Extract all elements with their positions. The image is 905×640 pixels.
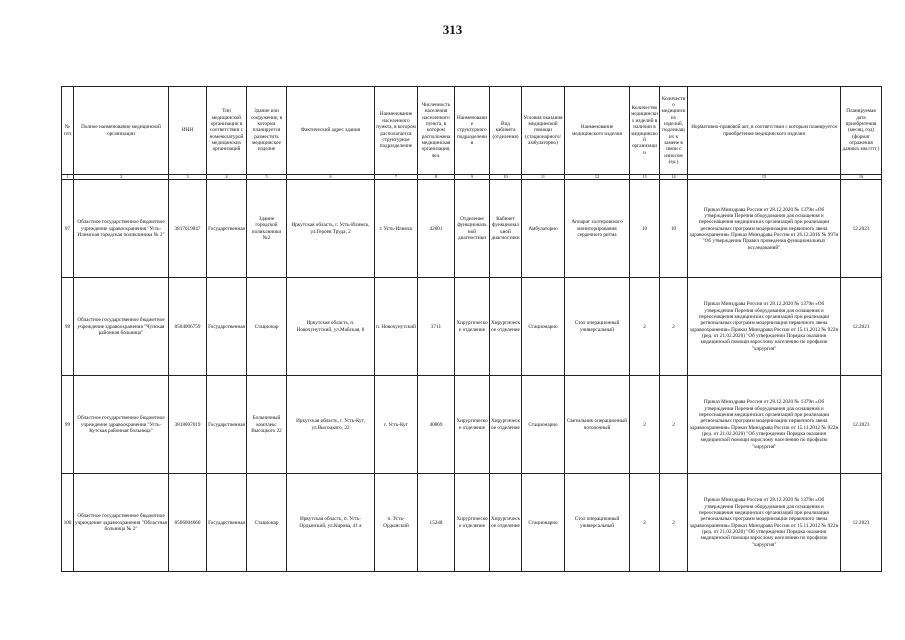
column-number: 14 (660, 175, 688, 180)
medical-equipment-table (61, 86, 882, 572)
column-header: Вид кабинета (отделения) (490, 87, 522, 175)
column-header: Количество медицинских изделий в наличии в медицинской организации (630, 87, 660, 175)
building: Стационар (247, 474, 287, 572)
normative-act: Приказ Минздрава России от 28.12.2020 № 1379н «Об утверждении Перечня оборудования для оснащения и переоснащения медицинских организаций при реализации региональных программ модернизации первичного звена здравоохранения» Приказ Минздрава России от 26.12.2016 № 997н "Об утверждении Правил проведения функциональных исследований" (688, 180, 841, 278)
column-number: 6 (287, 175, 375, 180)
org-type: Государственная (207, 474, 247, 572)
column-number: 15 (688, 175, 841, 180)
row-number: 97 (62, 180, 74, 278)
cabinet-type: Кабинет функциональной диагностики (490, 180, 522, 278)
org-name: Областное государственное бюджетное учреждение здравоохранения "Чунская районная больница" (74, 278, 169, 376)
locality: г. Усть-Илимск (375, 180, 418, 278)
row-number: 99 (62, 376, 74, 474)
population: 40869 (418, 376, 455, 474)
org-type: Государственная (207, 180, 247, 278)
structural-unit: Хирургическое отделение (455, 376, 490, 474)
column-number: 3 (169, 175, 207, 180)
column-header: Здание или сооружение, в котором планируется разместить медицинское изделие (247, 87, 287, 175)
qty-to-replace: 10 (660, 180, 688, 278)
inn: 3818007019 (169, 376, 207, 474)
column-number: 13 (630, 175, 660, 180)
inn: 3817019847 (169, 180, 207, 278)
building: Больничный комплекс Высоцкого 22 (247, 376, 287, 474)
structural-unit: Отделение функциональной диагностики (455, 180, 490, 278)
table-row (62, 376, 882, 474)
planned-date: 12.2023 (841, 180, 882, 278)
care-conditions: Стационарно (522, 376, 565, 474)
qty-available: 2 (630, 376, 660, 474)
column-header: Планируемая дата приобретения (месяц, год) (формат отражения данных мм.гггг.) (841, 87, 882, 175)
column-header: Наименование медицинского изделия (565, 87, 630, 175)
table-row (62, 180, 882, 278)
address: Иркутская область, г. Усть-Илимск, ул.Героев Труда, 2 (287, 180, 375, 278)
column-header: Нормативно-правовой акт, в соответствии с которым планируется приобретение медицинского изделия (688, 87, 841, 175)
column-header: Условия оказания медицинской помощи (стационарного/амбулаторно) (522, 87, 565, 175)
care-conditions: Амбулаторно (522, 180, 565, 278)
normative-act: Приказ Минздрава России от 28.12.2020 № 1379н «Об утверждении Перечня оборудования для оснащения и переоснащения медицинских организаций при реализации региональных программ модернизации первичного звена здравоохранения» Приказ Минздрава России от 15.11.2012 № 922н (ред. от 21.02.2020) "Об утверждении Порядка оказания медицинской помощи взрослому населению по профилю "хирургия" (688, 474, 841, 572)
qty-to-replace: 2 (660, 474, 688, 572)
column-header: Количество медицинских изделий, подлежащих к замене в связи с износом (ед.) (660, 87, 688, 175)
column-number: 12 (565, 175, 630, 180)
qty-available: 10 (630, 180, 660, 278)
column-header: № п/п (62, 87, 74, 175)
device-name: Светильник операционный потолочный (565, 376, 630, 474)
cabinet-type: Хирургическое отделение (490, 474, 522, 572)
column-header: Тип медицинской организации в соответствии с номенклатурой медицинских организаций (207, 87, 247, 175)
inn: 8504006759 (169, 278, 207, 376)
column-number: 16 (841, 175, 882, 180)
qty-available: 2 (630, 474, 660, 572)
planned-date: 12.2023 (841, 376, 882, 474)
table-row (62, 278, 882, 376)
cabinet-type: Хирургическое отделение (490, 376, 522, 474)
inn: 8506004660 (169, 474, 207, 572)
org-name: Областное государственное бюджетное учреждение здравоохранения "Усть-Илимская городская поликлиника № 2" (74, 180, 169, 278)
row-number: 100 (62, 474, 74, 572)
qty-to-replace: 2 (660, 376, 688, 474)
address: Иркутская область, п. Новочунутский, ул.Майская, 8 (287, 278, 375, 376)
population: 3711 (418, 278, 455, 376)
planned-date: 12.2023 (841, 474, 882, 572)
building: Здание городской поликлиники №2 (247, 180, 287, 278)
org-name: Областное государственное бюджетное учреждение здравоохранения "Усть-Кутская районная больница" (74, 376, 169, 474)
care-conditions: Стационарно (522, 474, 565, 572)
column-number: 10 (490, 175, 522, 180)
cabinet-type: Хирургическое отделение (490, 278, 522, 376)
table-row (62, 474, 882, 572)
qty-to-replace: 2 (660, 278, 688, 376)
locality: п. Усть-Ордынский (375, 474, 418, 572)
column-number: 2 (74, 175, 169, 180)
locality: г. Усть-Кут (375, 376, 418, 474)
column-number: 1 (62, 175, 74, 180)
column-header: Полное наименование медицинской организации (74, 87, 169, 175)
locality: п. Новочунутский (375, 278, 418, 376)
column-header: Фактический адрес здания (287, 87, 375, 175)
row-number: 98 (62, 278, 74, 376)
address: Иркутская область, п. Усть-Ордынский, ул.Кирова, 41 а (287, 474, 375, 572)
building: Стационар (247, 278, 287, 376)
population: 15248 (418, 474, 455, 572)
device-name: Стол операционный универсальный (565, 278, 630, 376)
column-number: 4 (207, 175, 247, 180)
qty-available: 2 (630, 278, 660, 376)
address: Иркутская область, г. Усть-Кут, ул.Высоцкого, 22 (287, 376, 375, 474)
page-number: 313 (442, 22, 463, 37)
column-header: Численность населения населенного пункта, в котором расположена медицинская организация, чел. (418, 87, 455, 175)
org-name: Областное государственное бюджетное учреждение здравоохранения "Областная больница № 2" (74, 474, 169, 572)
normative-act: Приказ Минздрава России от 28.12.2020 № 1379н «Об утверждении Перечня оборудования для оснащения и переоснащения медицинских организаций при реализации региональных программ модернизации первичного звена здравоохранения» Приказ Минздрава России от 15.11.2012 № 922н (ред. от 21.02.2020) "Об утверждении Порядка оказания медицинской помощи взрослому населению по профилю "хирургия" (688, 376, 841, 474)
planned-date: 12.2021 (841, 278, 882, 376)
org-type: Государственная (207, 376, 247, 474)
column-number: 7 (375, 175, 418, 180)
care-conditions: Стационарно (522, 278, 565, 376)
device-name: Аппарат холтеровского мониторирования сердечного ритма (565, 180, 630, 278)
device-name: Стол операционный универсальный (565, 474, 630, 572)
structural-unit: Хирургическое отделение (455, 278, 490, 376)
column-number: 8 (418, 175, 455, 180)
column-header: Наименование структурного подразделения (455, 87, 490, 175)
org-type: Государственная (207, 278, 247, 376)
column-number: 11 (522, 175, 565, 180)
structural-unit: Хирургическое отделение (455, 474, 490, 572)
header-row (62, 87, 882, 175)
column-number: 5 (247, 175, 287, 180)
column-header: ИНН (169, 87, 207, 175)
population: 42001 (418, 180, 455, 278)
column-header: Наименование населенного пункта, в котором располагается структурное подразделение (375, 87, 418, 175)
normative-act: Приказ Минздрава России от 28.12.2020 № 1379н «Об утверждении Перечня оборудования для оснащения и переоснащения медицинских организаций при реализации региональных программ модернизации первичного звена здравоохранения» Приказ Минздрава России от 15.11.2012 № 922н (ред. от 21.02.2020) "Об утверждении Порядка оказания медицинской помощи взрослому населению по профилю "хирургия" (688, 278, 841, 376)
column-number: 9 (455, 175, 490, 180)
